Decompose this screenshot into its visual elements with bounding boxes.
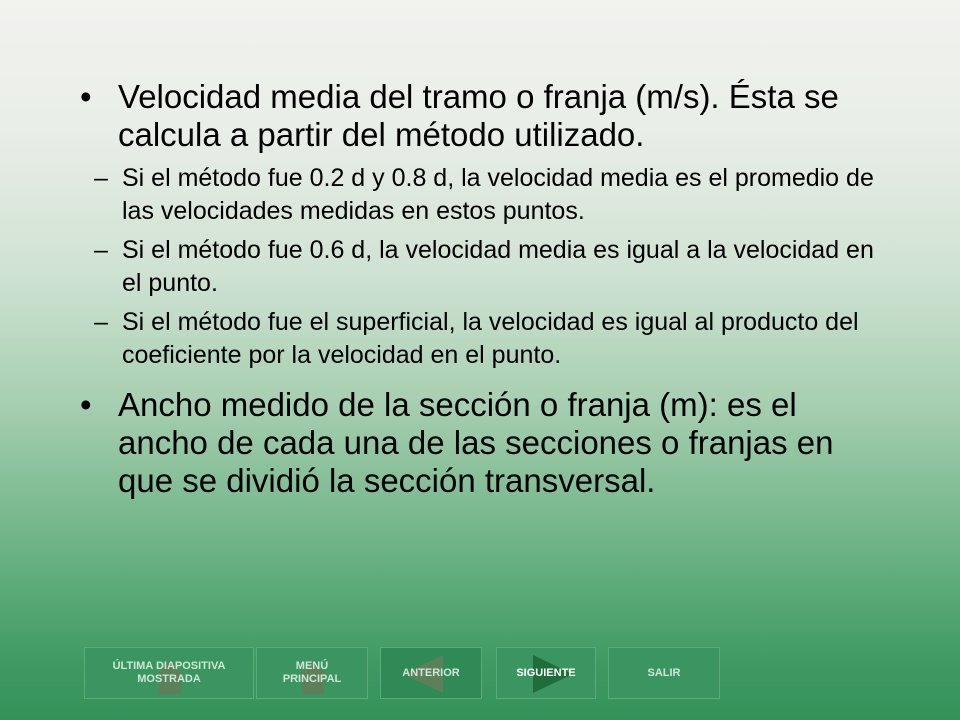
sub-item-text: Si el método fue el superficial, la velocidad es igual al producto del coeficiente por la velocidad en el punto. bbox=[122, 308, 859, 369]
last-slide-label: ÚLTIMA DIAPOSITIVA MOSTRADA bbox=[112, 660, 226, 685]
bullet-text: Velocidad media del tramo o franja (m/s). Ésta se calcula a partir del método utilizado. bbox=[118, 78, 839, 153]
sub-item-method-02-08 bbox=[80, 162, 880, 228]
sub-dash: – bbox=[94, 308, 108, 336]
bullet-text: Ancho medido de la sección o franja (m): es el ancho de cada una de las secciones o franjas en que se dividió la sección transversal. bbox=[118, 386, 834, 499]
slide-content bbox=[80, 78, 880, 500]
next-button[interactable] bbox=[496, 647, 596, 699]
next-label: SIGUIENTE bbox=[516, 666, 576, 679]
sub-dash: – bbox=[94, 164, 108, 192]
bullet-item-velocity bbox=[80, 78, 880, 154]
navigation-bar bbox=[84, 647, 724, 699]
bullet-item-width bbox=[80, 386, 880, 500]
main-menu-label: MENÚ PRINCIPAL bbox=[282, 660, 342, 685]
main-menu-button[interactable] bbox=[256, 647, 368, 699]
sub-dash: – bbox=[94, 236, 108, 264]
sub-list bbox=[80, 162, 880, 372]
sub-item-text: Si el método fue 0.2 d y 0.8 d, la velocidad media es el promedio de las velocidades medidas en estos puntos. bbox=[122, 164, 874, 225]
exit-button[interactable] bbox=[608, 647, 720, 699]
sub-item-text: Si el método fue 0.6 d, la velocidad media es igual a la velocidad en el punto. bbox=[122, 236, 874, 297]
last-slide-button[interactable] bbox=[84, 647, 254, 699]
exit-label: SALIR bbox=[647, 666, 681, 679]
sub-item-method-superficial bbox=[80, 306, 880, 372]
sub-item-method-06 bbox=[80, 234, 880, 300]
previous-label: ANTERIOR bbox=[402, 666, 460, 679]
bullet-mark: • bbox=[80, 386, 92, 423]
bullet-mark: • bbox=[80, 78, 92, 115]
previous-button[interactable] bbox=[380, 647, 482, 699]
